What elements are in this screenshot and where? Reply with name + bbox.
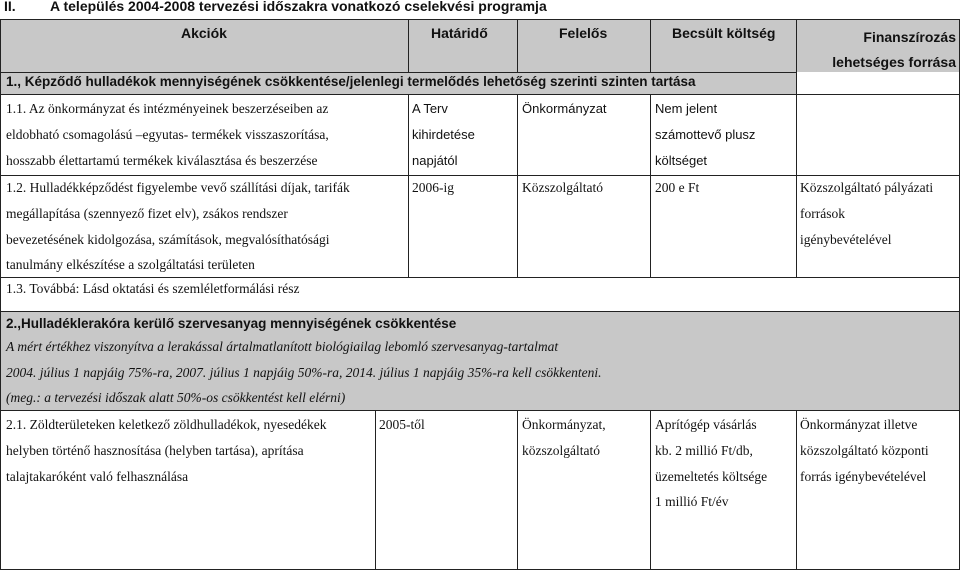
section2-note: A mért értékhez viszonyítva a lerakással ártalmatlanított biológiailag lebomló szervesanyag-tartalmat 2004. július 1 napjáig 75%-ra, 2007. július 1 napjáig 50%-ra, 2014. július 1 napjáig 35%-ra kell csökkenteni. (meg.: a tervezési időszak alatt 50%-os csökkentést kell elérni) bbox=[6, 339, 602, 405]
row-1-1-cost: Nem jelent számottevő plusz költséget bbox=[655, 101, 756, 168]
rule bbox=[517, 410, 518, 570]
rule bbox=[517, 94, 518, 278]
rule bbox=[0, 94, 960, 95]
rule bbox=[650, 94, 651, 278]
rule bbox=[650, 19, 651, 73]
row-2-1-cost: Aprítógép vásárlás kb. 2 millió Ft/db, üzemeltetés költsége 1 millió Ft/év bbox=[655, 417, 768, 510]
document-title bbox=[4, 0, 547, 14]
row-1-2-cost: 200 e Ft bbox=[655, 180, 700, 195]
rule bbox=[0, 19, 1, 570]
section1-title: 1., Képződő hulladékok mennyiségének csökkentése/jelenlegi termelődés lehetőség szerinti szinten tartása bbox=[6, 74, 696, 89]
row-1-1-action: 1.1. Az önkormányzat és intézményeinek beszerzéseiben az eldobható csomagolású –egyutas- termékek visszaszorítása, hosszabb élettartamú termékek kiválasztása és beszerzése bbox=[6, 101, 329, 168]
row-1-2-funding: Közszolgáltató pályázati források igénybevételével bbox=[800, 180, 934, 247]
row-1-2-deadline: 2006-ig bbox=[412, 180, 454, 195]
rule bbox=[0, 72, 797, 73]
rule bbox=[0, 311, 960, 312]
row-1-2-responsible: Közszolgáltató bbox=[522, 180, 603, 195]
row-1-1-deadline: A Terv kihirdetése napjától bbox=[412, 101, 475, 168]
header-finanszirozas: Finanszírozás lehetséges forrása bbox=[832, 29, 956, 70]
row-1-3-action: 1.3. Továbbá: Lásd oktatási és szemléletformálási rész bbox=[6, 281, 300, 296]
row-2-1-deadline: 2005-től bbox=[379, 417, 425, 432]
rule bbox=[796, 19, 797, 95]
row-2-1-action: 2.1. Zöldterületeken keletkező zöldhulladékok, nyesedékek helyben történő hasznosítása (helyben tartása), aprítása talajtakaróként való felhasználása bbox=[6, 417, 327, 484]
rule bbox=[375, 410, 376, 570]
title-text: A település 2004-2008 tervezési időszakra vonatkozó cselekvési programja bbox=[50, 0, 547, 14]
rule bbox=[408, 19, 409, 73]
section2-title: 2.,Hulladéklerakóra kerülő szervesanyag mennyiségének csökkentése bbox=[6, 316, 457, 331]
rule bbox=[0, 569, 960, 570]
row-2-1-funding: Önkormányzat illetve közszolgáltató központi forrás igénybevételével bbox=[800, 417, 929, 484]
header-koltseg: Becsült költség bbox=[672, 25, 776, 41]
row-2-1-responsible: Önkormányzat, közszolgáltató bbox=[522, 417, 606, 458]
title-number: II. bbox=[4, 0, 16, 14]
row-1-1-responsible: Önkormányzat bbox=[522, 101, 607, 116]
header-akciok: Akciók bbox=[181, 25, 227, 41]
rule bbox=[796, 94, 797, 278]
rule bbox=[0, 19, 960, 20]
header-hatarido: Határidő bbox=[431, 25, 488, 41]
rule bbox=[796, 410, 797, 570]
rule bbox=[650, 410, 651, 570]
row-1-2-action: 1.2. Hulladékképződést figyelembe vevő szállítási díjak, tarifák megállapítása (szennyező fizet elv), zsákos rendszer bevezetésének kidolgozása, számítások, megvalósíthatósági tanulmány elkészítése a szolgáltatási területen bbox=[6, 180, 350, 273]
rule bbox=[408, 94, 409, 278]
rule bbox=[517, 19, 518, 73]
header-felelos: Felelős bbox=[559, 25, 608, 41]
